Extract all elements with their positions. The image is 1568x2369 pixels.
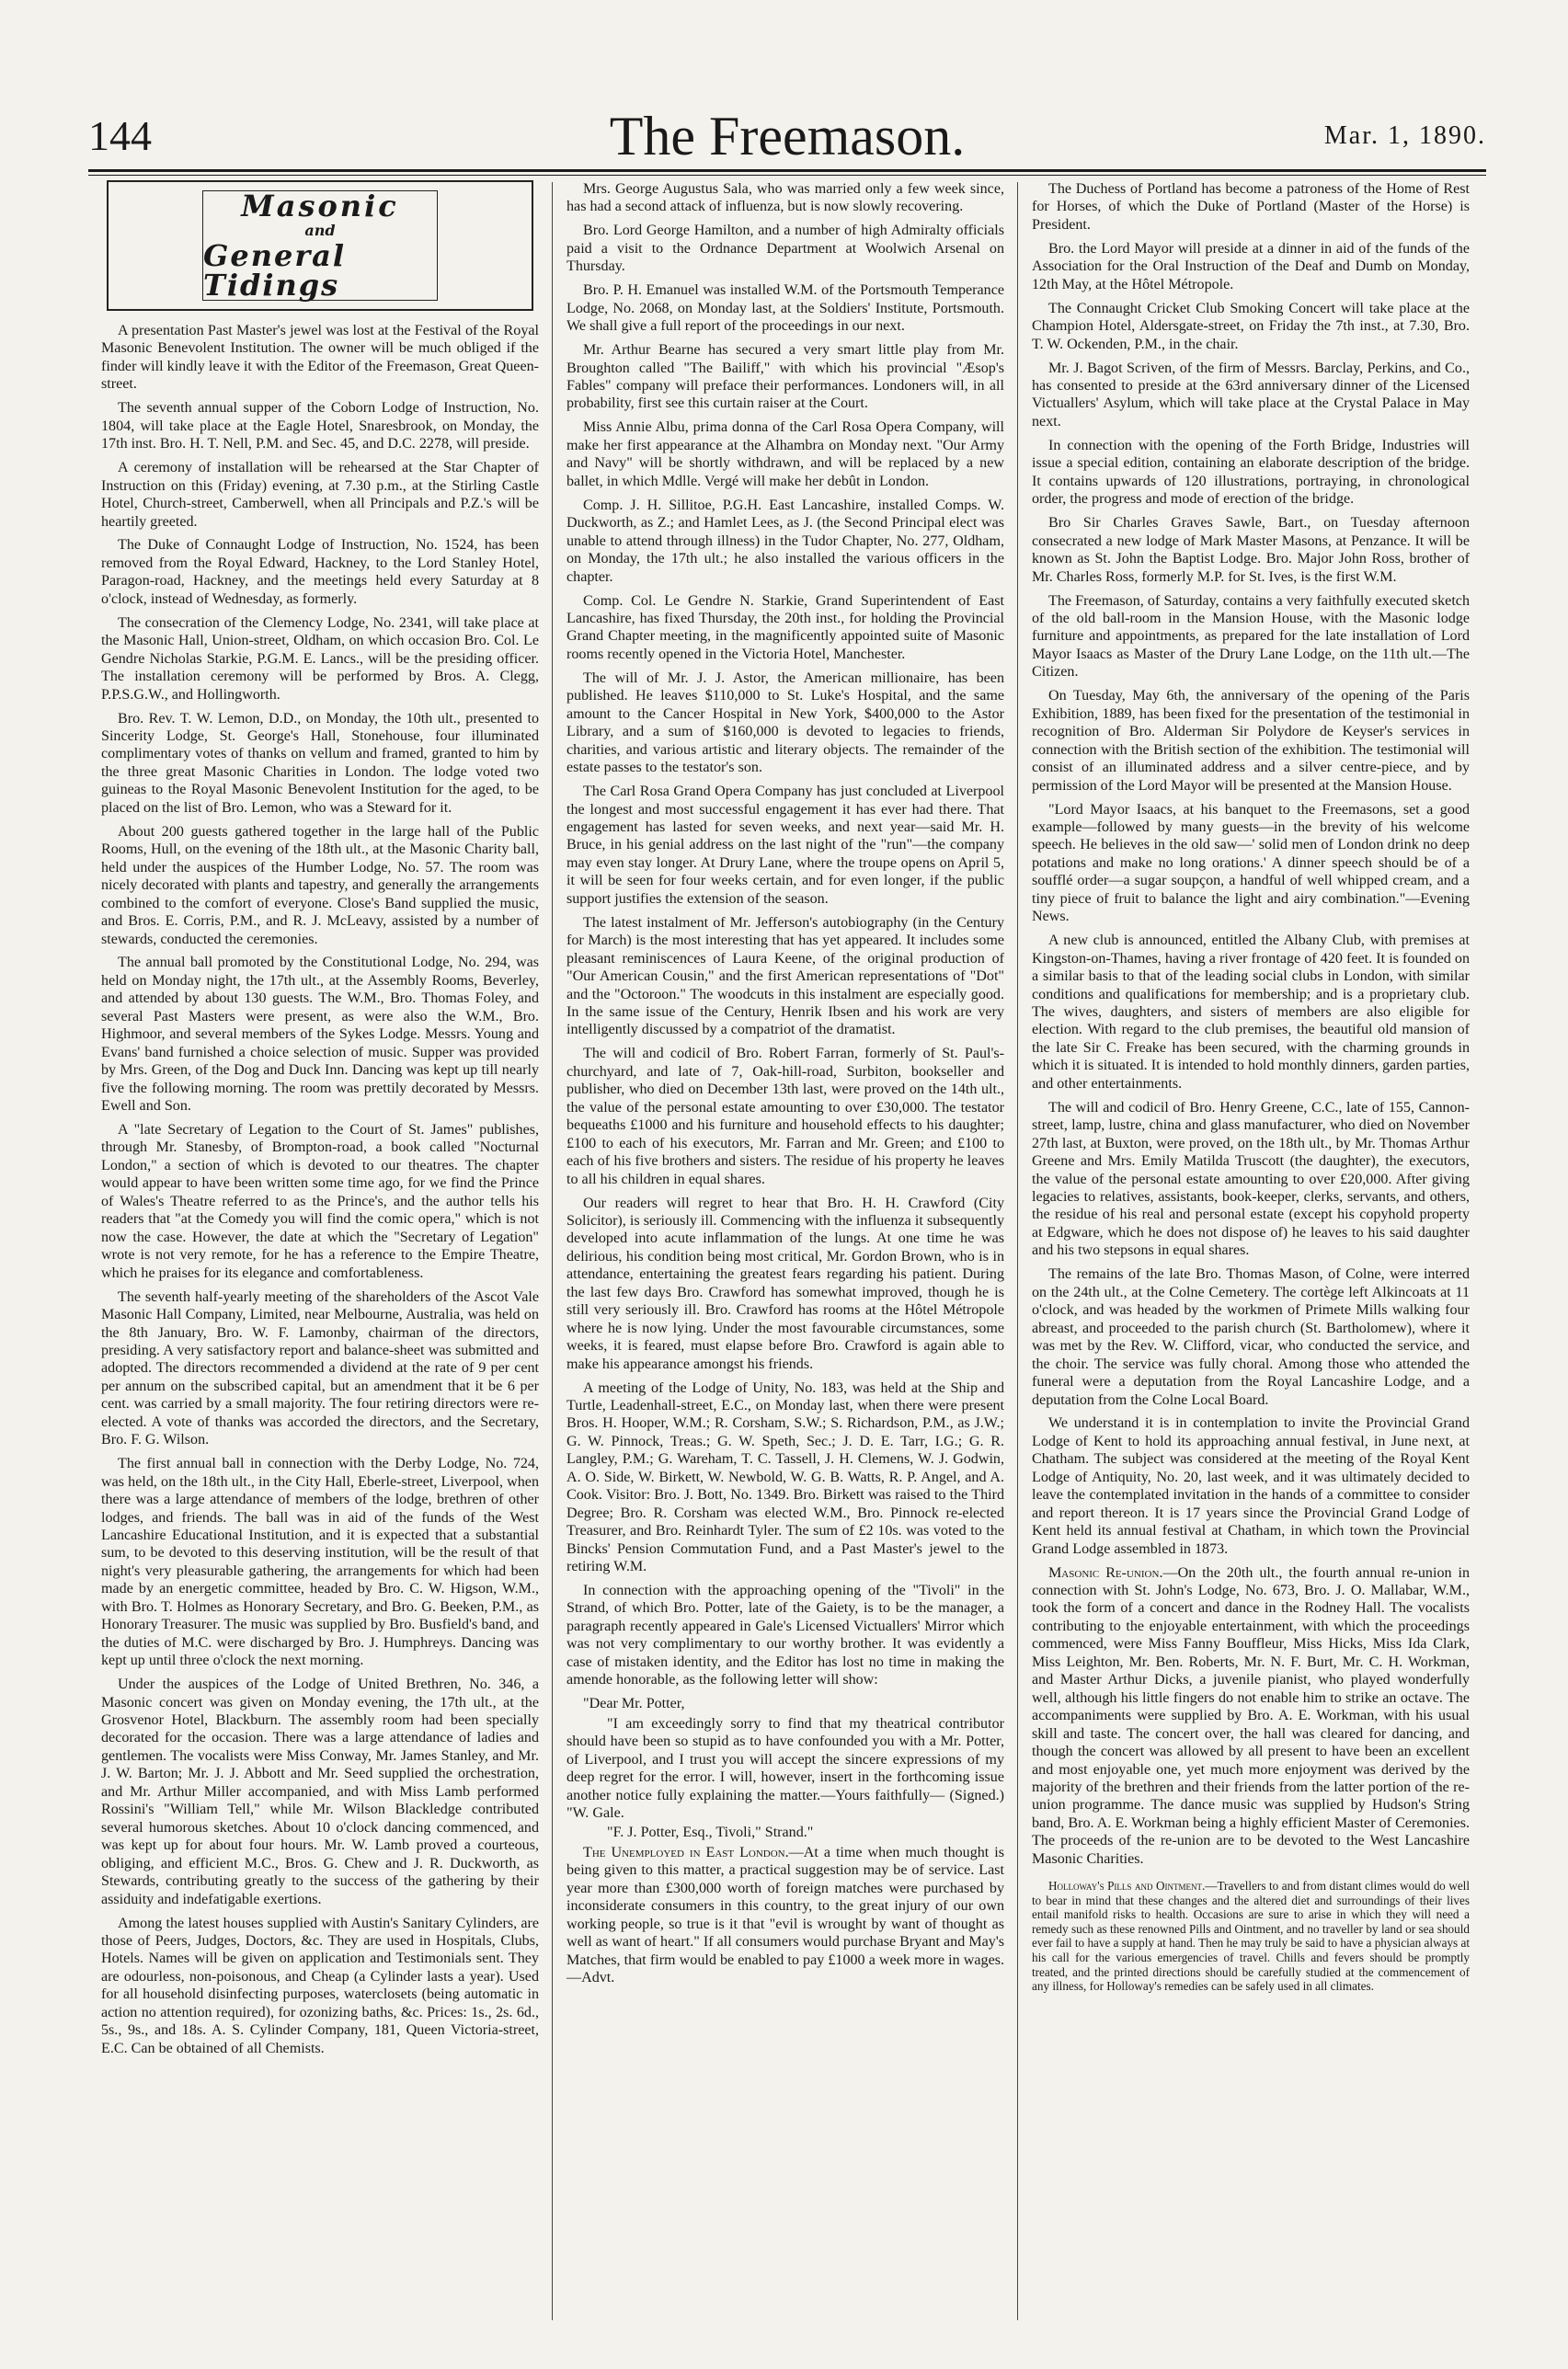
article-paragraph: Bro. Rev. T. W. Lemon, D.D., on Monday, the 10th ult., presented to Sincerity Lodge, St. George's Hall, Stonehouse, four illuminated complimentary votes of thanks on vellum and framed, granted to him by the three great Masonic Charities in London. The lodge voted two guineas to the Royal Masonic Benevolent Institution for the aged, to be placed on the list of Bro. Lemon, who was a Steward for it.: [101, 710, 539, 816]
article-paragraph: Mr. Arthur Bearne has secured a very smart little play from Mr. Broughton called "The Bailiff," with which his provincial "Æsop's Fables" company will preface their performances. Londoners will, in all probability, first see this curtain raiser at the Court.: [567, 342, 1004, 412]
section-banner: [107, 180, 533, 311]
reunion-lead: Masonic Re-union.: [1048, 1564, 1163, 1581]
column-3: [1032, 180, 1470, 1999]
article-paragraph: The seventh half-yearly meeting of the shareholders of the Ascot Vale Masonic Hall Company, Limited, near Melbourne, Australia, was held on the 8th January, Bro. W. F. Lamonby, chairman of the directors, presiding. A very satisfactory report and balance-sheet was submitted and adopted. The directors recommended a dividend at the rate of 9 per cent per annum on the subscribed capital, but an amendment that it be 6 per cent. was carried by a small majority. The four retiring directors were re-elected. A vote of thanks was accorded the directors, and the Secretary, Bro. F. G. Wilson.: [101, 1288, 539, 1448]
article-paragraph: A meeting of the Lodge of Unity, No. 183, was held at the Ship and Turtle, Leadenhall-street, E.C., on Monday last, when there were present Bros. H. Hooper, W.M.; R. Corsham, S.W.; S. Richardson, P.M., as J.W.; G. W. Pinnock, Treas.; G. W. Speth, Sec.; J. D. E. Tarr, I.G.; G. R. Langley, P.M.; G. Wareham, T. C. Tassell, J. H. Clemens, W. J. Godwin, A. O. Side, W. Birkett, W. Newbold, W. G. B. Watts, R. P. Angel, and A. Cook. Visitor: Bro. J. Bott, No. 1349. Bro. Birkett was raised to the Third Degree; Bro. R. Corsham was elected W.M., Bro. Pinnock re-elected Treasurer, and Bro. Reinhardt Tyler. The sum of £2 10s. was voted to the Bincks' Pension Commutation Fund, and a Past Master's jewel to the retiring W.M.: [567, 1379, 1004, 1575]
article-paragraph: Bro. P. H. Emanuel was installed W.M. of the Portsmouth Temperance Lodge, No. 2068, on Monday last, at the Soldiers' Institute, Portsmouth. We shall give a full report of the proceedings in our next.: [567, 282, 1004, 335]
article-paragraph: The Carl Rosa Grand Opera Company has just concluded at Liverpool the longest and most successful engagement it has ever had there. That engagement has lasted for seven weeks, and next year—said Mr. H. Bruce, in his genial address on the last night of the "run"—the company may even stay longer. At Drury Lane, where the troupe opens on April 5, it will be seen for four weeks certain, and for even longer, if the public support justifies the extension of the season.: [567, 784, 1004, 907]
article-paragraph: We understand it is in contemplation to invite the Provincial Grand Lodge of Kent to hold its approaching annual festival, in June next, at Chatham. The subject was considered at the meeting of the Royal Kent Lodge of Antiquity, No. 20, last week, and it was ultimately decided to leave the contemplated invitation in the hands of a committee to consider and report thereon. It is 17 years since the Provincial Grand Lodge of Kent held its annual festival at Chatham, in which town the Provincial Grand Lodge assembled in 1873.: [1032, 1415, 1470, 1557]
column-2: [567, 180, 1004, 1993]
advertisement: [1032, 1879, 1470, 1993]
article-paragraph: Mrs. George Augustus Sala, who was married only a few week since, has had a second attack of influenza, but is now slowly recovering.: [567, 181, 1004, 215]
article-paragraph: The will and codicil of Bro. Henry Greene, C.C., late of 155, Cannon-street, lamp, lustre, china and glass manufacturer, who died on November 27th last, at Buxton, were proved, on the 18th ult., by Mr. Thomas Arthur Greene and Mrs. Emily Matilda Truscott (the daughter), the executors, the value of the personal estate amounting to over £20,000. After giving legacies to relatives, assistants, book-keeper, clerks, servants, and others, the residue of his real and personal estate (except his copyhold property at Edgware, which he does not dispose of) he leaves to his said daughter and his two stepsons in equal shares.: [1032, 1099, 1470, 1259]
article-paragraph: A ceremony of installation will be rehearsed at the Star Chapter of Instruction on this (Friday) evening, at 7.30 p.m., at the Stirling Castle Hotel, Church-street, Camberwell, when all Principals and P.Z.'s will be heartily greeted.: [101, 460, 539, 530]
article-paragraph: The will of Mr. J. J. Astor, the American millionaire, has been published. He leaves $110,000 to St. Luke's Hospital, and the same amount to the Cancer Hospital in New York, $400,000 to the Astor Library, and a sum of $160,000 is devoted to legacies to friends, charities, and various artistic and literary objects. The remainder of the estate passes to the testator's son.: [567, 670, 1004, 776]
banner-line-2: and: [304, 222, 336, 239]
masthead: [88, 106, 1486, 167]
advert-lead: Holloway's Pills and Ointment.: [1048, 1879, 1206, 1894]
masthead-rule: [88, 169, 1486, 172]
article-paragraph: The latest instalment of Mr. Jefferson's autobiography (in the Century for March) is the most interesting that has yet appeared. It includes some pleasant reminiscences of Laura Keene, of the original production of "Our American Cousin," and the first American representations of "Dot" and the "Octoroon." The woodcuts in this instalment are especially good. In the same issue of the Century, Henrik Ibsen and his work are very intelligently discussed by a compatriot of the dramatist.: [567, 914, 1004, 1038]
advert-lead: The Unemployed in East London.: [583, 1844, 789, 1860]
article-paragraph: A presentation Past Master's jewel was lost at the Festival of the Royal Masonic Benevolent Institution. The owner will be much obliged if the finder will kindly leave it with the Editor of the Freemason, Great Queen-street.: [101, 323, 539, 393]
reunion-text: —On the 20th ult., the fourth annual re-union in connection with St. John's Lodge, No. 673, Bro. J. O. Mallabar, W.M., took the form of a concert and dance in the Rodney Hall. The vocalists contributing to the enjoyable entertainment, with which the proceedings commenced, were Miss Fanny Bouffleur, Miss Hicks, Miss Ida Clark, Miss Leighton, Mr. Ben. Roberts, Mr. N. F. Burt, Mr. C. H. Workman, and Master Arthur Dicks, a juvenile pianist, who played wonderfully well, although his little fingers do not enable him to strike an octave. The accompaniments were supplied by Bro. A. E. Workman, with his usual skill and taste. The concert over, the hall was cleared for dancing, and though the concert was allowed by all present to have been an excellent and most enjoyable one, yet much more enjoyment was derived by the majority of the brethren and their friends from the latter portion of the re-union programme. The dance music was supplied by Hudson's String band, Bro. A. E. Workman being a highly efficient Master of Ceremonies. The proceeds of the re-union are to be devoted to the West Lancashire Masonic Charities.: [1032, 1564, 1470, 1867]
article-paragraph: About 200 guests gathered together in the large hall of the Public Rooms, Hull, on the evening of the 18th ult., at the Masonic Charity ball, held under the auspices of the Humber Lodge, No. 57. The room was nicely decorated with plants and tapestry, and generally the arrangements combined to the comfort of everyone. Close's Band supplied the music, and Bros. E. Corris, P.M., and R. J. McLeavy, assisted by a number of stewards, conducted the ceremonies.: [101, 823, 539, 947]
article-paragraph: The seventh annual supper of the Coborn Lodge of Instruction, No. 1804, will take place at the Eagle Hotel, Snaresbrook, on Monday, the 17th inst. Bro. H. T. Nell, P.M. and Sec. 45, and D.C. 2278, will preside.: [101, 400, 539, 452]
article-paragraph: On Tuesday, May 6th, the anniversary of the opening of the Paris Exhibition, 1889, has been fixed for the presentation of the testimonial in recognition of Bro. Alderman Sir Polydore de Keyser's services in connection with the British section of the exhibition. The testimonial will consist of an illuminated address and a silver centre-piece, and by permission of the Lord Mayor will be presented at the Mansion House.: [1032, 688, 1470, 794]
newspaper-title: The Freemason.: [609, 106, 966, 166]
article-paragraph: The remains of the late Bro. Thomas Mason, of Colne, were interred on the 24th ult., at the Colne Cemetery. The cortège left Alkincoats at 11 o'clock, and was headed by the workmen of Primete Mills walking four abreast, and proceeded to the parish church (St. Bartholomew), where it was met by the Rev. W. Clifford, vicar, who conducted the service, and the choir. The service was fully choral. Among those who attended the funeral were a deputation from the Royal Lancashire Lodge, and a deputation from the Colne Local Board.: [1032, 1266, 1470, 1408]
article-paragraph: Our readers will regret to hear that Bro. H. H. Crawford (City Solicitor), is seriously ill. Commencing with the influenza it subsequently developed into acute inflammation of the lungs. At one time he was delirious, his condition being most critical, Mr. Gordon Brown, who is in attendance, entertaining the greatest fears regarding his patient. During the last few days Bro. Crawford has somewhat improved, though he is still very seriously ill. Bro. Crawford has rooms at the Hôtel Métropole where he is now lying. Under the most favourable circumstances, some weeks, it is feared, must elapse before Bro. Crawford is again able to make his appearance amongst his friends.: [567, 1195, 1004, 1372]
article-paragraph: In connection with the opening of the Forth Bridge, Industries will issue a special edition, containing an elaborate description of the bridge. It contains upwards of 120 illustrations, portraying, in chronological order, the progress and mode of erection of the bridge.: [1032, 437, 1470, 508]
article-paragraph: Bro Sir Charles Graves Sawle, Bart., on Tuesday afternoon consecrated a new lodge of Mark Master Masons, at Penzance. It will be known as St. John the Baptist Lodge. Bro. Major John Ross, brother of Mr. Charles Ross, formerly M.P. for St. Ives, is the first W.M.: [1032, 515, 1470, 585]
article-paragraph: The Freemason, of Saturday, contains a very faithfully executed sketch of the old ball-room in the Mansion House, with the Masonic lodge furniture and appointments, as prepared for the late installation of Lord Mayor Isaacs as Master of the Drury Lane Lodge, on the 11th ult.—The Citizen.: [1032, 592, 1470, 681]
article-paragraph: The Connaught Cricket Club Smoking Concert will take place at the Champion Hotel, Aldersgate-street, on Friday the 7th inst., at 7.30, Bro. T. W. Ockenden, P.M., in the chair.: [1032, 300, 1470, 352]
article-paragraph: A "late Secretary of Legation to the Court of St. James" publishes, through Mr. Stanesby, of Brompton-road, a book called "Nocturnal London," a section of which is devoted to our theatres. The chapter would appear to have been written some time ago, for we find the Prince of Wales's Theatre referred to as the Prince's, and the author tells his readers that "at the Comedy you will find the comic opera," which is not now the case. However, the date at which the "Secretary of Legation" wrote is not very remote, for he has a reference to the Empire Theatre, which he praises for its elegance and comfortableness.: [101, 1122, 539, 1281]
issue-date: Mar. 1, 1890.: [1323, 121, 1486, 150]
column-divider-2: [1017, 182, 1018, 2320]
article-paragraph: [1032, 1564, 1470, 1869]
article-paragraph: The Duchess of Portland has become a patroness of the Home of Rest for Horses, of which the Duke of Portland (Master of the Horse) is President.: [1032, 181, 1470, 233]
article-paragraph: Bro. the Lord Mayor will preside at a dinner in aid of the funds of the Association for the Oral Instruction of the Deaf and Dumb on Monday, 12th May, at the Hôtel Métropole.: [1032, 240, 1470, 292]
article-paragraph: Under the auspices of the Lodge of United Brethren, No. 346, a Masonic concert was given on Monday evening, the 17th ult., at the Grosvenor Hotel, Blackburn. The assembly room had been specially decorated for the occasion. There was a large attendance of ladies and gentlemen. The vocalists were Miss Conway, Mr. James Stanley, and Mr. J. W. Barton; Mr. J. J. Abbott and Mr. Seed supplied the orchestration, and Mr. Arthur Miller accompanied, and with Miss Lamb performed Rossini's "William Tell," while Mr. Wilson Blackledge contributed several humorous sketches. About 10 o'clock dancing commenced, and was kept up for about four hours. Mr. W. Lamb proved a courteous, obliging, and efficient M.C., Bros. G. Chew and J. R. Duckworth, as Stewards, contributing greatly to the success of the gathering by their assiduity and indefatigable exertions.: [101, 1677, 539, 1907]
article-paragraph: A new club is announced, entitled the Albany Club, with premises at Kingston-on-Thames, having a river frontage of 420 feet. It is founded on a similar basis to that of the leading social clubs in London, with similar conditions and qualifications for membership; and is a proprietary club. The wives, daughters, and sisters of members are also eligible for election. With regard to the club premises, the beautiful old mansion of the late Sir C. Freake has been secured, with the charming grounds in which it is situated. It is intended to hold monthly dinners, garden parties, and other entertainments.: [1032, 933, 1470, 1092]
article-paragraph: Comp. J. H. Sillitoe, P.G.H. East Lancashire, installed Comps. W. Duckworth, as Z.; and Hamlet Lees, as J. (the Second Principal elect was unable to attend through illness) in the Tudor Chapter, No. 277, Oldham, on Monday, the 17th ult.; he also installed the various officers in the chapter.: [567, 497, 1004, 585]
masthead-rule-thin: [88, 175, 1486, 176]
article-paragraph: The Duke of Connaught Lodge of Instruction, No. 1524, has been removed from the Royal Edward, Hackney, to the Lord Stanley Hotel, Paragon-road, Hackney, and the meetings held every Saturday at 8 o'clock, instead of Wednesday, as formerly.: [101, 537, 539, 607]
article-paragraph: "Lord Mayor Isaacs, at his banquet to the Freemasons, set a good example—followed by many guests—in the brevity of his welcome speech. He believes in the old saw—' solid men of London drink no deep potations and make no long orations.' A dinner speech should be of a soufflé order—a sugar soupçon, a handful of well whipped cream, and a tiny piece of fruit to balance the light and airy combination."—Evening News.: [1032, 801, 1470, 925]
banner-line-1: Masonic: [241, 189, 399, 223]
column-divider-1: [552, 182, 553, 2320]
advert-text: —Travellers to and from distant climes would do well to bear in mind that these changes and the altered diet and surroundings of their lives entail manifold risks to health. Occasions are sure to arise in which they will need a remedy such as these renowned Pills and Ointment, and no traveller by land or sea should ever fail to have a supply at hand. Then he may truly be said to have a physician always at his call for the various emergencies of travel. Chills and fevers should be promptly treated, and the printed directions should be carefully studied at the commencement of any illness, for Holloway's remedies can be safely used in all climates.: [1032, 1879, 1470, 1994]
banner-line-3: General Tidings: [203, 238, 347, 303]
article-paragraph: The consecration of the Clemency Lodge, No. 2341, will take place at the Masonic Hall, Union-street, Oldham, on which occasion Bro. Col. Le Gendre Nicholas Starkie, P.G.M. E. Lancs., will be the presiding officer. The installation ceremony will be performed by Bros. A. Clegg, P.P.S.G.W., and Hollingworth.: [101, 614, 539, 703]
page-number: 144: [88, 112, 152, 159]
article-paragraph: The annual ball promoted by the Constitutional Lodge, No. 294, was held on Monday night, the 17th ult., at the Assembly Rooms, Beverley, and attended by about 130 guests. The W.M., Bro. Thomas Foley, and several Past Masters were present, as were also the W.M., Bro. Highmoor, and several members of the Sykes Lodge. Messrs. Young and Evans' band furnished a choice selection of music. Supper was provided by Mrs. Green, of the Dog and Duck Inn. Dancing was kept up till nearly five the following morning. The room was prettily decorated by Messrs. Ewell and Son.: [101, 955, 539, 1115]
article-paragraph: Comp. Col. Le Gendre N. Starkie, Grand Superintendent of East Lancashire, has fixed Thursday, the 20th inst., for holding the Provincial Grand Chapter meeting, in the magnificently appointed suite of Masonic rooms recently opened in the Victoria Hotel, Manchester.: [567, 592, 1004, 662]
article-paragraph: Bro. Lord George Hamilton, and a number of high Admiralty officials paid a visit to the Ordnance Department at Woolwich Arsenal on Thursday.: [567, 223, 1004, 275]
letter-address: "F. J. Potter, Esq., Tivoli," Strand.": [607, 1825, 814, 1841]
column-1: [101, 180, 539, 2064]
advert-text: —At a time when much thought is being given to this matter, a practical suggestion may be of service. Last year more than £300,000 worth of foreign matches were purchased by inconsiderate consumers in this country, to the great injury of our own working people, so true is it that "evil is wrought by want of thought as well as want of heart." If all consumers would purchase Bryant and May's Matches, that firm would be enabled to pay £1000 a week more in wages.—Advt.: [567, 1844, 1004, 1986]
letter-body: "I am exceedingly sorry to find that my theatrical contributor should have been so stupid as to have confounded you with a Mr. Potter, of Liverpool, and I trust you will accept the sincere expressions of my deep regret for the error. I will, however, insert in the forthcoming issue another notice fully explaining the matter.—Yours faithfully— (Signed.) "W. Gale.: [567, 1715, 1004, 1821]
article-paragraph: In connection with the approaching opening of the "Tivoli" in the Strand, of which Bro. Potter, late of the Gaiety, is to be the manager, a paragraph recently appeared in Gale's Licensed Victuallers' Mirror which was not very complimentary to our worthy brother. It was evidently a case of mistaken identity, and the Editor has lost no time in making the amende honorable, as the following letter will show:: [567, 1583, 1004, 1688]
advertisement: Among the latest houses supplied with Austin's Sanitary Cylinders, are those of Peers, Judges, Doctors, &c. They are used in Hospitals, Clubs, Hotels. Names will be given on application and Testimonials sent. They are odourless, non-poisonous, and Cheap (a Cylinder lasts a year). Used for all household disinfecting purposes, waterclosets (being automatic in action no attention required), for ozonizing baths, &c. Prices: 1s., 2s. 6d., 5s., 9s., and 18s. A. S. Cylinder Company, 181, Queen Victoria-street, E.C. Can be obtained of all Chemists.: [101, 1915, 539, 2056]
banner-title: [202, 190, 438, 301]
letter-salutation: "Dear Mr. Potter,: [583, 1696, 685, 1712]
article-paragraph: The first annual ball in connection with the Derby Lodge, No. 724, was held, on the 18th ult., in the City Hall, Eberle-street, Liverpool, when there was a large attendance of members of the lodge, brethren of other lodges, and friends. The ball was in aid of the funds of the West Lancashire Educational Institution, and it is expected that a substantial sum, to be devoted to this deserving institution, will be the result of that night's very pleasurable gathering, the arrangements for which had been made by an energetic committee, headed by Bro. C. W. Higson, W.M., with Bro. T. Holmes as Honorary Secretary, and Bro. G. Beeken, P.M., as Honorary Treasurer. The music was supplied by Bro. Busfield's band, and the duties of M.C. were discharged by Bro. J. Humphreys. Dancing was kept up until three o'clock the next morning.: [101, 1456, 539, 1669]
article-paragraph: The will and codicil of Bro. Robert Farran, formerly of St. Paul's-churchyard, and late of 7, Oak-hill-road, Surbiton, bookseller and publisher, who died on December 13th last, were proved on the 14th ult., the value of the personal estate amounting to over £30,000. The testator bequeaths £1000 and his furniture and household effects to his daughter; £100 to each of his executors, Mr. Farran and Mr. Green; and £100 to each of his five brothers and sisters. The residue of his property he leaves to all his children in equal shares.: [567, 1046, 1004, 1187]
advertisement: [567, 1844, 1004, 1987]
article-paragraph: Miss Annie Albu, prima donna of the Carl Rosa Opera Company, will make her first appearance at the Alhambra on Monday next. "Our Army and Navy" will be shortly withdrawn, and will be replaced by a new ballet, in which Mdlle. Vergé will make her debût in London.: [567, 419, 1004, 489]
article-paragraph: Mr. J. Bagot Scriven, of the firm of Messrs. Barclay, Perkins, and Co., has consented to preside at the 63rd anniversary dinner of the Licensed Victuallers' Asylum, which will take place at the Crystal Palace in May next.: [1032, 360, 1470, 429]
